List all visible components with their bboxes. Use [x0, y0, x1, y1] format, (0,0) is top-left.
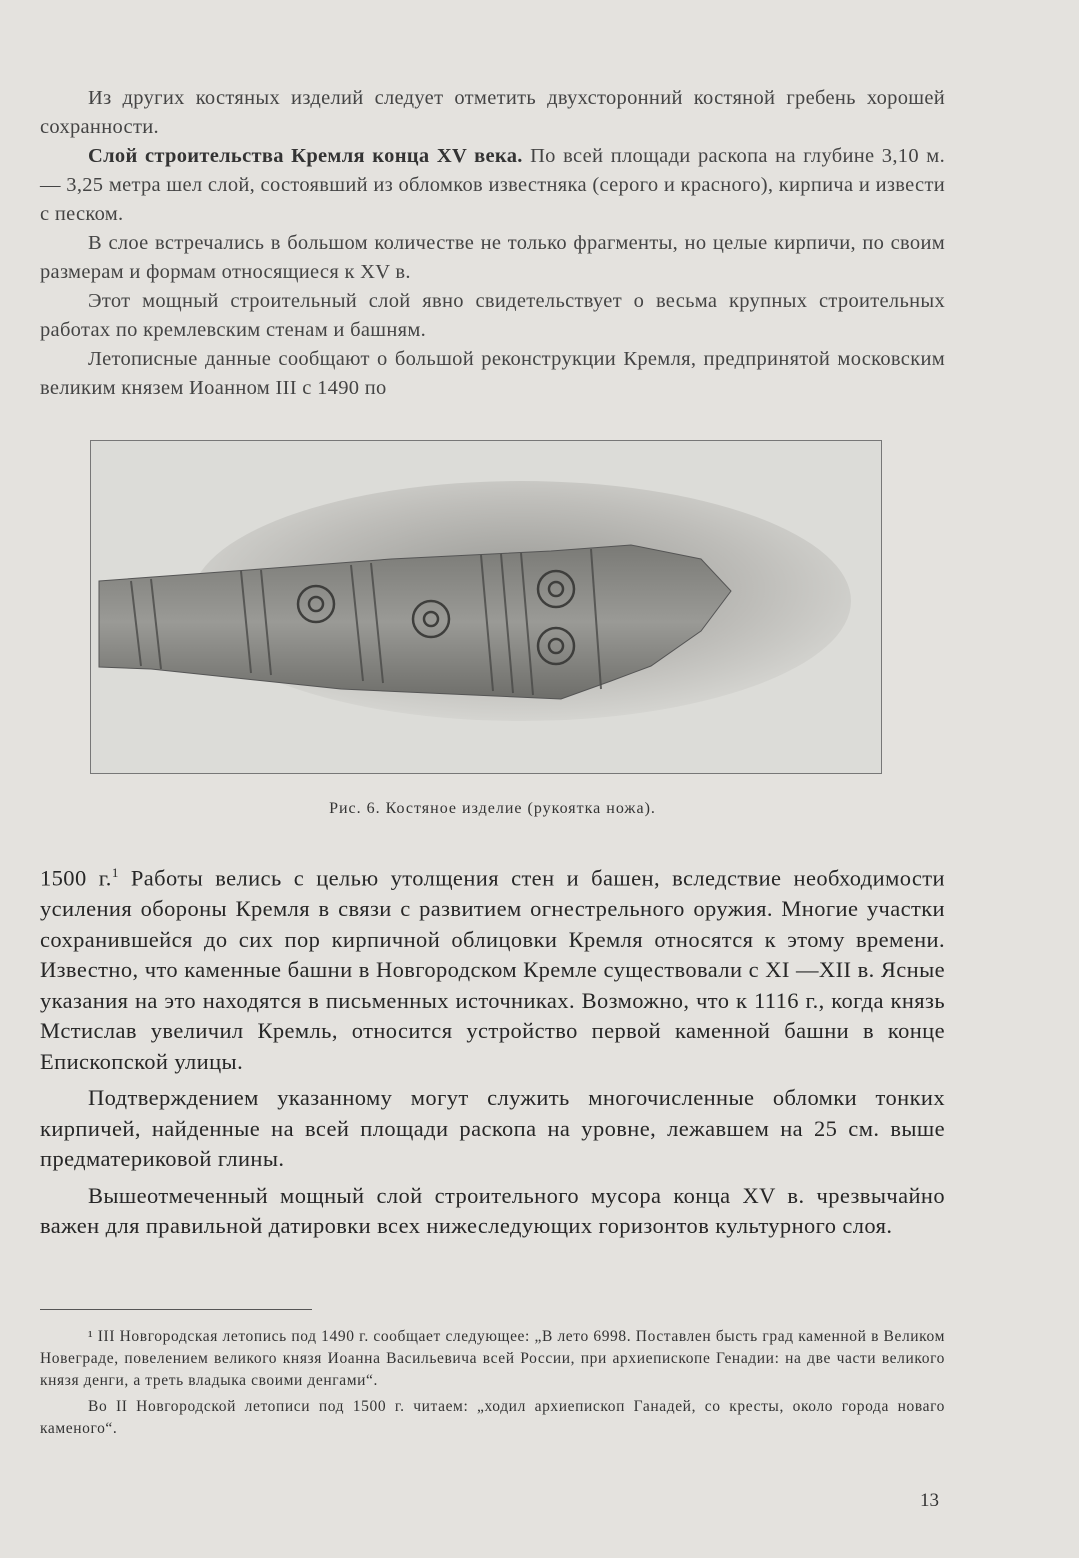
lower-text: [40, 858, 945, 1242]
paragraph-works: Этот мощный строительный слой явно свидетельствует о весьма крупных строительных работах по кремлевским стенам и башням.: [40, 290, 945, 341]
upper-text: [40, 84, 945, 403]
figure-caption: Рис. 6. Костяное изделие (рукоятка ножа).: [329, 800, 656, 817]
footnote-1: ¹ III Новгородская летопись под 1490 г. сообщает следующее: „В лето 6998. Поставлен бысть град каменной в Великом Новеграде, повелением великого князя Иоанна Васильевича всей России, при архиепископе Генадии: на две части великого князя денги, а треть владыка своими денгами“.: [40, 1328, 945, 1389]
bone-handle-photo: [91, 441, 881, 773]
footnote-2: Во II Новгородской летописи под 1500 г. читаем: „ходил архиепископ Ганадей, со кресты, около города новаго каменого“.: [40, 1398, 945, 1437]
paragraph-towers-rest: Работы велись с целью утолщения стен и башен, вследствие необходимости усиления обороны Кремля в связи с развитием огнестрельного оружия. Многие участки сохранившейся до сих пор кирпичной облицовки Кремля относятся к этому времени. Известно, что каменные башни в Новгородском Кремле существовали с XI —XII в. Ясные указания на это находятся в письменных источниках. Возможно, что к 1116 г., когда князь Мстислав увеличил Кремль, относится устройство первой каменной башни в конце Епископской улицы.: [40, 865, 945, 1074]
footnotes: [40, 1326, 945, 1440]
page-number: 13: [920, 1490, 939, 1511]
section-text: По всей площади раскопа на глубине 3,10 м. — 3,25 метра шел слой, состоявший из обломков известняка (серого и красного), кирпича и извести с песком.: [40, 145, 945, 225]
paragraph-bricks: В слое встречались в большом количестве не только фрагменты, но целые кирпичи, по своим размерам и формам относящиеся к XV в.: [40, 232, 945, 283]
paragraph-towers: [40, 858, 945, 1077]
section-heading: Слой строительства Кремля конца XV века.: [88, 145, 523, 167]
paragraph-construction-layer: [40, 142, 945, 229]
paragraph-dating: Вышеотмеченный мощный слой строительного мусора конца XV в. чрезвычайно важен для правильной датировки всех нижеследующих горизонтов культурного слоя.: [40, 1182, 945, 1238]
paragraph-chronicle: Летописные данные сообщают о большой реконструкции Кремля, предпринятой московским великим князем Иоанном III с 1490 по: [40, 348, 945, 399]
paragraph-confirmation: Подтверждением указанному могут служить многочисленные обломки тонких кирпичей, найденные на всей площади раскопа на уровне, лежавшем на 25 см. выше предматериковой глины.: [40, 1085, 945, 1171]
paragraph-comb: Из других костяных изделий следует отметить двухсторонний костяной гребень хорошей сохранности.: [40, 87, 945, 138]
footnote-reference: 1: [111, 865, 119, 880]
footnote-divider: [40, 1309, 312, 1310]
figure-bone-knife-handle: [90, 440, 882, 774]
paragraph-towers-start: 1500 г.: [40, 865, 112, 891]
